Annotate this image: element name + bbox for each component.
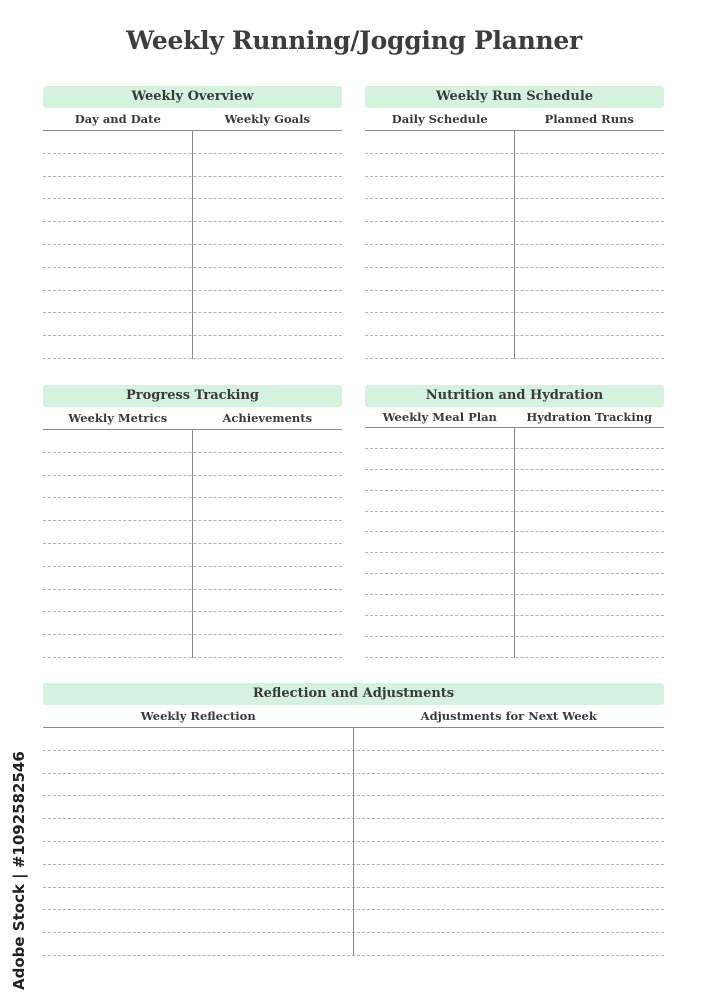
section-nutrition-and-hydration: [365, 385, 664, 658]
column-header-weekly-meal-plan: Weekly Meal Plan: [382, 410, 497, 424]
section-heading: Reflection and Adjustments: [43, 683, 664, 705]
writing-grid: [365, 428, 664, 658]
section-weekly-overview: [43, 86, 342, 359]
column-divider: [192, 430, 193, 658]
column-header-weekly-goals: Weekly Goals: [224, 112, 310, 126]
column-header-planned-runs: Planned Runs: [544, 112, 634, 126]
section-reflection-and-adjustments: [43, 683, 664, 956]
section-heading: Nutrition and Hydration: [365, 385, 664, 407]
section-heading: Weekly Run Schedule: [365, 86, 664, 108]
section-heading: Progress Tracking: [43, 385, 342, 407]
column-headers: [43, 407, 342, 430]
column-headers: [365, 108, 664, 131]
column-header-adjustments-next-week: Adjustments for Next Week: [420, 709, 597, 723]
column-headers: [43, 108, 342, 131]
column-headers: [365, 407, 664, 428]
column-header-hydration-tracking: Hydration Tracking: [526, 410, 653, 424]
writing-grid: [43, 728, 664, 956]
column-header-day-and-date: Day and Date: [74, 112, 161, 126]
column-divider: [514, 131, 515, 359]
column-header-weekly-metrics: Weekly Metrics: [68, 411, 168, 425]
column-header-daily-schedule: Daily Schedule: [391, 112, 488, 126]
column-divider: [514, 428, 515, 658]
writing-grid: [43, 430, 342, 658]
column-header-weekly-reflection: Weekly Reflection: [140, 709, 256, 723]
stock-id-watermark: Adobe Stock | #1092582546: [10, 751, 28, 990]
page-title: Weekly Running/Jogging Planner: [126, 26, 582, 55]
column-divider: [353, 728, 354, 956]
writing-grid: [365, 131, 664, 359]
column-divider: [192, 131, 193, 359]
column-header-achievements: Achievements: [222, 411, 313, 425]
column-headers: [43, 705, 664, 728]
section-progress-tracking: [43, 385, 342, 658]
section-heading: Weekly Overview: [43, 86, 342, 108]
section-weekly-run-schedule: [365, 86, 664, 359]
writing-grid: [43, 131, 342, 359]
